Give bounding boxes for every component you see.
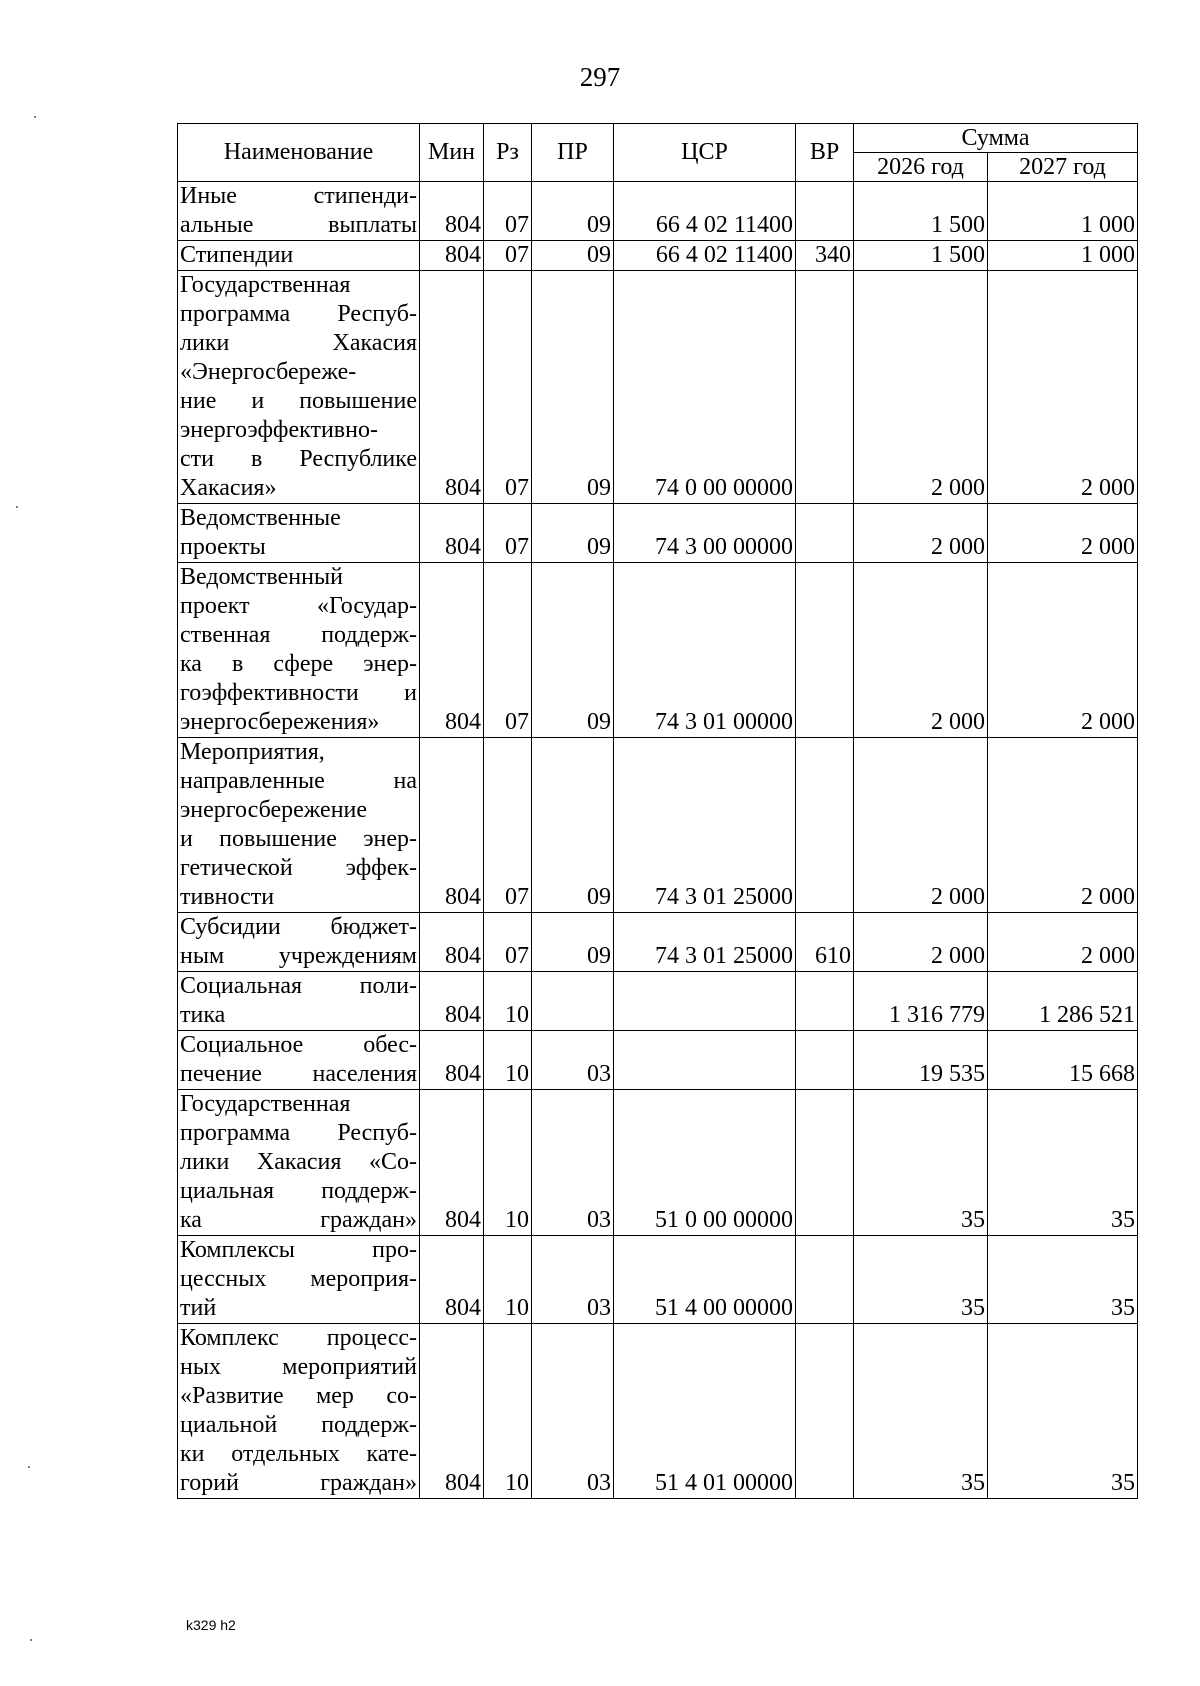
- table-body: [178, 182, 1138, 1499]
- row-rz: 10: [484, 1031, 532, 1090]
- row-vr: [796, 1090, 854, 1236]
- table-row: [178, 182, 1138, 241]
- page-number: 297: [579, 62, 621, 92]
- row-name-line: ка в сфере энер-: [180, 651, 417, 677]
- row-csr: 74 3 00 00000: [614, 504, 796, 563]
- row-sum-2026: 35: [854, 1324, 988, 1499]
- table-row: [178, 1090, 1138, 1236]
- row-name: [178, 972, 420, 1031]
- row-csr: 66 4 02 11400: [614, 241, 796, 271]
- row-name-line: ственная поддерж-: [180, 622, 417, 648]
- row-name-line: ным учреждениям: [180, 943, 417, 969]
- row-name-line: циальная поддерж-: [180, 1178, 417, 1204]
- row-name: [178, 271, 420, 504]
- row-csr: 74 3 01 25000: [614, 738, 796, 913]
- row-pr: 09: [532, 738, 614, 913]
- row-name: [178, 913, 420, 972]
- table-row: [178, 563, 1138, 738]
- row-name-line: Социальное обес-: [180, 1032, 417, 1058]
- row-vr: [796, 972, 854, 1031]
- row-min: 804: [420, 1090, 484, 1236]
- row-sum-2027: 2 000: [988, 563, 1138, 738]
- row-name-line: гетической эффек-: [180, 855, 417, 881]
- row-sum-2027: 2 000: [988, 738, 1138, 913]
- row-name: [178, 1031, 420, 1090]
- row-pr: 03: [532, 1031, 614, 1090]
- row-csr: 51 4 01 00000: [614, 1324, 796, 1499]
- row-min: 804: [420, 1324, 484, 1499]
- row-sum-2026: 19 535: [854, 1031, 988, 1090]
- row-rz: 10: [484, 1236, 532, 1324]
- row-name: [178, 504, 420, 563]
- header-min: Мин: [420, 124, 484, 182]
- row-name-line: энергоэффективно-: [180, 417, 378, 443]
- row-sum-2026: 2 000: [854, 738, 988, 913]
- row-vr: [796, 1324, 854, 1499]
- row-sum-2027: 35: [988, 1324, 1138, 1499]
- row-sum-2027: 1 000: [988, 241, 1138, 271]
- row-csr: 66 4 02 11400: [614, 182, 796, 241]
- row-vr: [796, 504, 854, 563]
- row-name-line: Иные стипенди-: [180, 183, 417, 209]
- row-rz: 10: [484, 972, 532, 1031]
- row-name-line: «Энергосбереже-: [180, 359, 357, 385]
- row-min: 804: [420, 1236, 484, 1324]
- row-vr: [796, 738, 854, 913]
- scan-speck: [30, 1639, 32, 1641]
- scan-speck: [16, 506, 18, 508]
- row-vr: [796, 271, 854, 504]
- row-name-line: Комплекс процесс-: [180, 1325, 417, 1351]
- row-rz: 07: [484, 563, 532, 738]
- row-rz: 10: [484, 1090, 532, 1236]
- row-name-line: альные выплаты: [180, 212, 417, 238]
- row-sum-2026: 35: [854, 1090, 988, 1236]
- header-vr: ВР: [796, 124, 854, 182]
- row-sum-2027: 1 000: [988, 182, 1138, 241]
- row-sum-2026: 1 500: [854, 241, 988, 271]
- row-name-line: Субсидии бюджет-: [180, 914, 417, 940]
- row-sum-2026: 2 000: [854, 913, 988, 972]
- row-name: [178, 1236, 420, 1324]
- table-row: [178, 913, 1138, 972]
- row-pr: 03: [532, 1324, 614, 1499]
- row-pr: 09: [532, 241, 614, 271]
- row-csr: [614, 1031, 796, 1090]
- row-name: [178, 563, 420, 738]
- row-sum-2027: 2 000: [988, 271, 1138, 504]
- row-name-line: лики Хакасия: [180, 330, 417, 356]
- table-row: [178, 504, 1138, 563]
- row-name-line: горий граждан»: [180, 1470, 417, 1496]
- row-min: 804: [420, 182, 484, 241]
- row-name-line: Хакасия»: [180, 475, 277, 501]
- row-pr: 09: [532, 563, 614, 738]
- row-name-line: лики Хакасия «Со-: [180, 1149, 417, 1175]
- row-name-line: энергосбережение: [180, 797, 368, 823]
- row-vr: [796, 1031, 854, 1090]
- row-pr: 09: [532, 271, 614, 504]
- row-sum-2026: 1 316 779: [854, 972, 988, 1031]
- row-name-line: программа Респуб-: [180, 1120, 417, 1146]
- header-pr: ПР: [532, 124, 614, 182]
- row-pr: 09: [532, 913, 614, 972]
- row-sum-2027: 35: [988, 1236, 1138, 1324]
- row-name-line: цессных мероприя-: [180, 1266, 417, 1292]
- row-min: 804: [420, 563, 484, 738]
- row-vr: [796, 1236, 854, 1324]
- row-name-line: циальной поддерж-: [180, 1412, 417, 1438]
- table-row: [178, 738, 1138, 913]
- row-pr: [532, 972, 614, 1031]
- header-name: Наименование: [178, 124, 420, 182]
- row-vr: 610: [796, 913, 854, 972]
- row-name-line: проекты: [180, 534, 266, 560]
- row-name-line: ние и повышение: [180, 388, 417, 414]
- header-csr: ЦСР: [614, 124, 796, 182]
- row-min: 804: [420, 504, 484, 563]
- row-min: 804: [420, 972, 484, 1031]
- row-sum-2026: 2 000: [854, 563, 988, 738]
- row-sum-2026: 2 000: [854, 504, 988, 563]
- row-name-line: тика: [180, 1002, 226, 1028]
- row-sum-2027: 2 000: [988, 504, 1138, 563]
- row-name: [178, 241, 420, 271]
- row-name-line: Комплексы про-: [180, 1237, 417, 1263]
- row-csr: 74 0 00 00000: [614, 271, 796, 504]
- row-min: 804: [420, 271, 484, 504]
- row-rz: 07: [484, 241, 532, 271]
- row-name-line: ных мероприятий: [180, 1354, 417, 1380]
- table-row: [178, 241, 1138, 271]
- row-min: 804: [420, 1031, 484, 1090]
- row-sum-2026: 2 000: [854, 271, 988, 504]
- row-name-line: программа Респуб-: [180, 301, 417, 327]
- header-year-2026: 2026 год: [854, 153, 988, 182]
- table-row: [178, 1324, 1138, 1499]
- table-row: [178, 1236, 1138, 1324]
- row-sum-2026: 1 500: [854, 182, 988, 241]
- row-name: [178, 738, 420, 913]
- row-rz: 07: [484, 738, 532, 913]
- row-name: [178, 1324, 420, 1499]
- row-name-line: проект «Государ-: [180, 593, 417, 619]
- row-rz: 07: [484, 504, 532, 563]
- row-name-line: печение населения: [180, 1061, 417, 1087]
- header-year-2027: 2027 год: [988, 153, 1138, 182]
- row-name-line: Стипендии: [180, 242, 294, 268]
- row-name-line: Ведомственный: [180, 564, 343, 590]
- row-name-line: Государственная: [180, 1091, 351, 1117]
- row-name-line: тивности: [180, 884, 275, 910]
- row-name-line: Ведомственные: [180, 505, 341, 531]
- row-sum-2026: 35: [854, 1236, 988, 1324]
- row-name-line: Социальная поли-: [180, 973, 417, 999]
- scan-speck: [34, 116, 36, 118]
- row-rz: 07: [484, 182, 532, 241]
- row-name-line: Государственная: [180, 272, 351, 298]
- row-sum-2027: 15 668: [988, 1031, 1138, 1090]
- row-min: 804: [420, 738, 484, 913]
- scan-speck: [28, 1466, 30, 1468]
- row-name-line: ка граждан»: [180, 1207, 417, 1233]
- row-csr: 51 0 00 00000: [614, 1090, 796, 1236]
- row-csr: 74 3 01 00000: [614, 563, 796, 738]
- row-name: [178, 1090, 420, 1236]
- row-sum-2027: 2 000: [988, 913, 1138, 972]
- row-pr: 03: [532, 1090, 614, 1236]
- row-name-line: энергосбережения»: [180, 709, 380, 735]
- header-rz: Рз: [484, 124, 532, 182]
- row-vr: [796, 182, 854, 241]
- budget-table: [177, 123, 1138, 1499]
- row-name: [178, 182, 420, 241]
- row-name-line: ки отдельных кате-: [180, 1441, 417, 1467]
- row-csr: [614, 972, 796, 1031]
- row-vr: [796, 563, 854, 738]
- row-csr: 74 3 01 25000: [614, 913, 796, 972]
- table-row: [178, 271, 1138, 504]
- row-rz: 07: [484, 271, 532, 504]
- row-vr: 340: [796, 241, 854, 271]
- table-row: [178, 1031, 1138, 1090]
- row-name-line: сти в Республике: [180, 446, 417, 472]
- row-name-line: направленные на: [180, 768, 417, 794]
- row-min: 804: [420, 913, 484, 972]
- table-row: [178, 972, 1138, 1031]
- row-min: 804: [420, 241, 484, 271]
- row-csr: 51 4 00 00000: [614, 1236, 796, 1324]
- row-sum-2027: 1 286 521: [988, 972, 1138, 1031]
- row-name-line: Мероприятия,: [180, 739, 325, 765]
- row-name-line: и повышение энер-: [180, 826, 417, 852]
- row-name-line: тий: [180, 1295, 217, 1321]
- row-rz: 07: [484, 913, 532, 972]
- row-sum-2027: 35: [988, 1090, 1138, 1236]
- row-pr: 09: [532, 182, 614, 241]
- row-pr: 03: [532, 1236, 614, 1324]
- row-rz: 10: [484, 1324, 532, 1499]
- row-name-line: «Развитие мер со-: [180, 1383, 417, 1409]
- row-name-line: гоэффективности и: [180, 680, 417, 706]
- header-sum: Сумма: [854, 124, 1138, 153]
- row-pr: 09: [532, 504, 614, 563]
- footer-code: k329 h2: [186, 1617, 236, 1633]
